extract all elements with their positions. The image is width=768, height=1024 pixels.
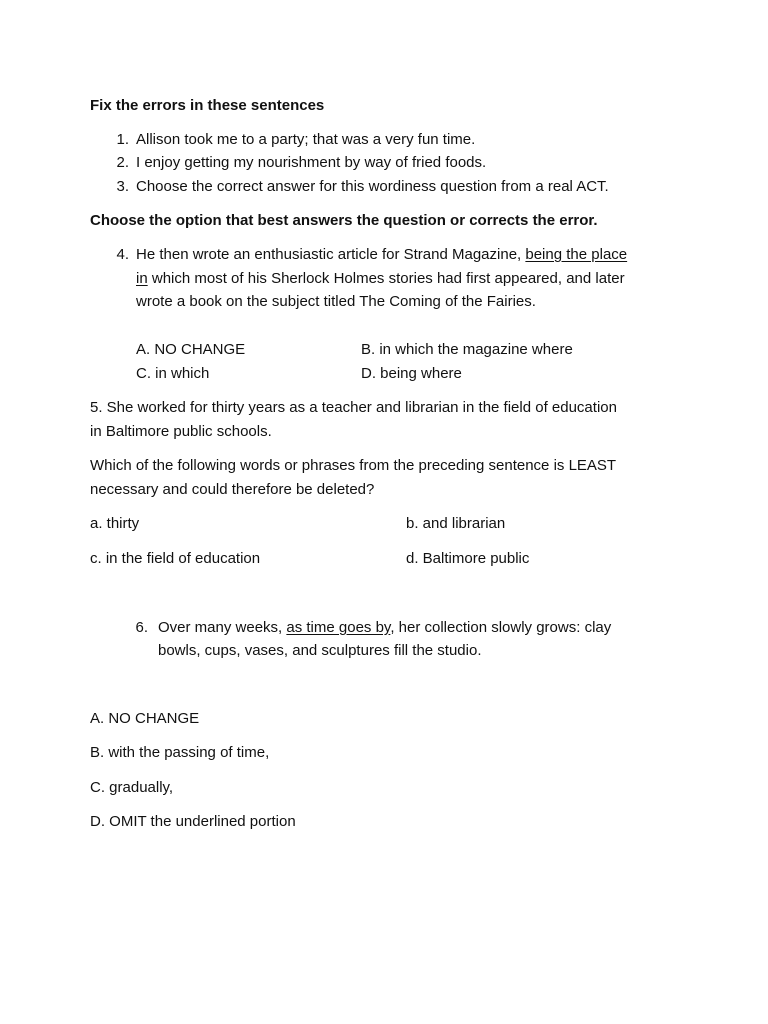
question-text-line: [136, 243, 627, 267]
question-text: Over many weeks,: [158, 619, 287, 636]
answer-option-c: c. in the field of education: [90, 550, 261, 567]
question-text-line: in Baltimore public schools.: [90, 423, 272, 440]
section-heading-choose-option: Choose the option that best answers the question or corrects the error.: [90, 212, 598, 229]
answer-option-d: D. being where: [361, 365, 462, 382]
underlined-portion: in: [136, 270, 148, 287]
list-item-number: 3.: [116, 178, 129, 195]
question-text: which most of his Sherlock Holmes stories had first appeared, and later: [147, 270, 625, 287]
answer-option-a: A. NO CHANGE: [90, 710, 200, 727]
list-item-text: Choose the correct answer for this wordiness question from a real ACT.: [136, 178, 609, 195]
underlined-portion: as time goes by: [286, 619, 391, 636]
answer-option-b: B. in which the magazine where: [361, 341, 573, 358]
list-item-text: Allison took me to a party; that was a very fun time.: [136, 131, 476, 148]
section-heading-fix-errors: Fix the errors in these sentences: [90, 97, 325, 114]
question-text-line: [136, 267, 625, 291]
list-item-text: I enjoy getting my nourishment by way of fried foods.: [136, 154, 487, 171]
underlined-portion: being the place: [525, 246, 628, 263]
question-text-line: bowls, cups, vases, and sculptures fill the studio.: [158, 642, 482, 659]
answer-option-c: C. in which: [136, 365, 210, 382]
question-text: , her collection slowly grows: clay: [390, 619, 612, 636]
answer-option-d: d. Baltimore public: [406, 550, 530, 567]
answer-option-b: B. with the passing of time,: [90, 744, 270, 761]
answer-option-a: a. thirty: [90, 515, 140, 532]
question-prompt-line: necessary and could therefore be deleted?: [90, 481, 375, 498]
question-number: 4.: [116, 246, 129, 263]
answer-option-b: b. and librarian: [406, 515, 506, 532]
question-text: He then wrote an enthusiastic article for Strand Magazine,: [136, 246, 526, 263]
answer-option-a: A. NO CHANGE: [136, 341, 246, 358]
question-text-line: [158, 616, 611, 640]
answer-option-c: C. gradually,: [90, 779, 174, 796]
question-prompt-line: Which of the following words or phrases from the preceding sentence is LEAST: [90, 457, 617, 474]
list-item-number: 1.: [116, 131, 129, 148]
answer-option-d: D. OMIT the underlined portion: [90, 813, 296, 830]
question-number: 6.: [135, 619, 148, 636]
question-text-line: 5. She worked for thirty years as a teacher and librarian in the field of education: [90, 399, 617, 416]
question-text-line: wrote a book on the subject titled The Coming of the Fairies.: [136, 293, 536, 310]
list-item-number: 2.: [116, 154, 129, 171]
